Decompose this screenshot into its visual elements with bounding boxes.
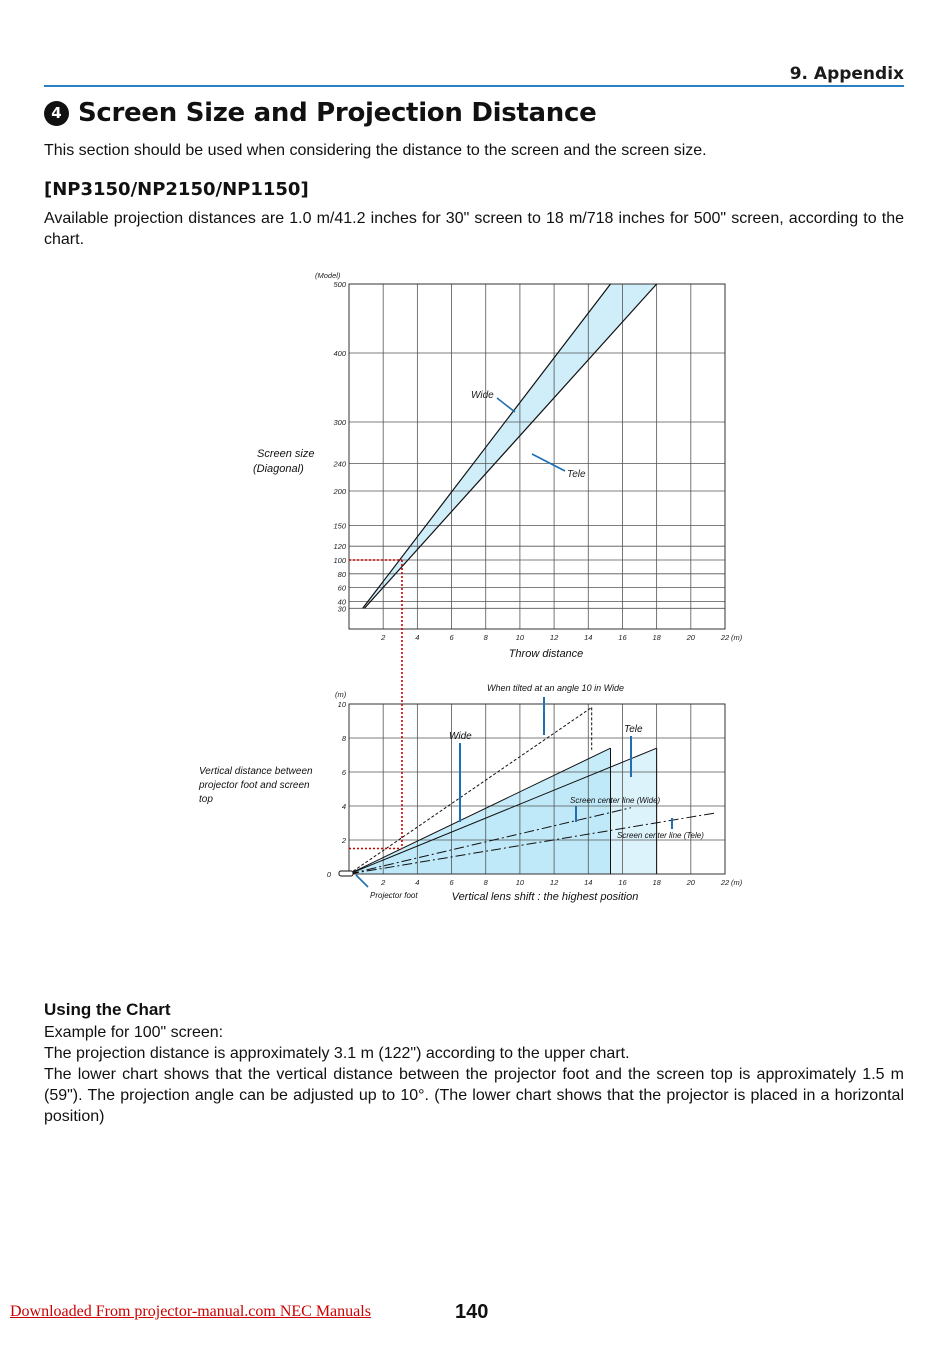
intro-paragraph: This section should be used when considering the distance to the screen and the screen size. — [44, 142, 707, 159]
page-title: Screen Size and Projection Distance — [78, 98, 597, 128]
lower-x-tick-label: 20 — [686, 878, 695, 887]
upper-x-tick-label: 10 — [515, 633, 525, 642]
upper-y-tick-label: 500 — [333, 280, 346, 289]
upper-y-tick-label: 400 — [333, 349, 346, 358]
upper-x-tick-label: 12 — [549, 633, 559, 642]
upper-x-tick-label: 18 — [652, 633, 661, 642]
lower-x-unit: (m) — [731, 878, 743, 887]
lower-x-tick-label: 12 — [549, 878, 559, 887]
lower-chart-vertical-distance — [198, 560, 743, 903]
lower-y-tick-label: 2 — [341, 836, 346, 845]
upper-y-title-line1: Screen size — [257, 448, 315, 460]
lower-x-tick-label: 14 — [584, 878, 593, 887]
upper-y-tick-label: 30 — [337, 604, 346, 614]
upper-y-tick-label: 100 — [333, 556, 346, 565]
upper-y-tick-label: 80 — [337, 569, 346, 579]
using-line-distance: The projection distance is approximately 3.1 m (122") according to the upper chart. — [44, 1045, 630, 1062]
lower-x-tick-label: 4 — [415, 878, 420, 887]
lower-y-tick-label: 8 — [341, 734, 346, 743]
upper-x-tick-label: 16 — [618, 633, 627, 642]
lower-y-title-line3: top — [199, 794, 213, 805]
upper-y-tick-label: 300 — [333, 418, 346, 427]
using-chart-heading: Using the Chart — [44, 1000, 171, 1019]
upper-y-tick-label: 240 — [333, 459, 346, 469]
upper-x-tick-label: 6 — [449, 633, 454, 642]
upper-x-tick-label: 2 — [381, 633, 386, 642]
download-source-link[interactable]: Downloaded From projector-manual.com NEC Manuals — [10, 1303, 371, 1320]
lower-x-tick-label: 22 — [720, 878, 730, 887]
model-heading: [NP3150/NP2150/NP1150] — [44, 179, 309, 200]
lower-y-tick-label: 6 — [341, 768, 346, 777]
upper-x-tick-label: 22 — [720, 633, 730, 642]
using-chart-body — [44, 1022, 904, 1127]
lower-y-tick-label: 4 — [341, 802, 346, 811]
upper-wide-label: Wide — [471, 390, 494, 401]
upper-x-title: Throw distance — [508, 648, 584, 660]
lower-y-tick-label: 10 — [337, 700, 346, 709]
lower-y-unit: (m) — [335, 690, 347, 699]
section-label: 9. Appendix — [789, 64, 904, 84]
lower-tele-label: Tele — [624, 724, 643, 735]
upper-y-tick-label: 150 — [333, 521, 346, 531]
upper-y-tick-label: 40 — [337, 597, 346, 607]
upper-x-unit: (m) — [731, 633, 743, 642]
upper-x-tick-label: 4 — [415, 633, 420, 642]
projector-foot-label: Projector foot — [370, 891, 418, 900]
upper-tele-label: Tele — [567, 469, 586, 480]
lower-x-tick-label: 8 — [483, 878, 488, 887]
upper-wide-callout — [497, 398, 515, 412]
lower-x-tick-label: 18 — [652, 878, 661, 887]
lower-x-tick-label: 2 — [381, 878, 386, 887]
projector-foot-marker — [339, 871, 353, 876]
lower-y-title-line2: projector foot and screen — [199, 780, 310, 791]
lower-tilt-label: When tilted at an angle 10 in Wide — [487, 683, 625, 693]
lower-foot-callout — [356, 875, 368, 887]
availability-paragraph: Available projection distances are 1.0 m/41.2 inches for 30" screen to 18 m/718 inches for 500" screen, according to the chart. — [44, 210, 904, 248]
upper-x-tick-label: 20 — [686, 633, 695, 642]
lower-center-wide-label: Screen center line (Wide) — [570, 796, 661, 805]
upper-y-tick-label: 200 — [333, 487, 346, 496]
upper-x-tick-label: 14 — [584, 633, 593, 642]
lower-center-tele-label: Screen center line (Tele) — [617, 831, 704, 840]
upper-y-tick-label: 60 — [337, 583, 346, 593]
upper-tele-callout — [532, 454, 565, 471]
upper-x-tick-label: 8 — [483, 633, 488, 642]
lower-y-tick-label: 0 — [326, 870, 331, 879]
lower-x-title: Vertical lens shift : the highest position — [451, 891, 639, 903]
upper-y-tick-label: 120 — [333, 542, 346, 552]
lower-x-tick-label: 16 — [618, 878, 627, 887]
upper-y-unit: (Model) — [315, 271, 341, 280]
section-number-badge: 4 — [44, 101, 69, 126]
lower-y-title-line1: Vertical distance between — [199, 766, 313, 777]
upper-y-title-line2: (Diagonal) — [253, 463, 304, 475]
lower-x-tick-label: 10 — [515, 878, 525, 887]
lower-x-tick-label: 6 — [449, 878, 454, 887]
page-number: 140 — [455, 1301, 489, 1323]
upper-chart-screen-size — [253, 271, 743, 660]
using-line-vertical: The lower chart shows that the vertical distance between the projector foot and the screen top is approximately 1.5 m (59"). The projection angle can be adjusted up to 10°. (The lower chart shows that the projector is placed in a horizontal position) — [44, 1066, 904, 1125]
using-line-example: Example for 100" screen: — [44, 1024, 224, 1041]
lower-wide-label: Wide — [449, 731, 472, 742]
